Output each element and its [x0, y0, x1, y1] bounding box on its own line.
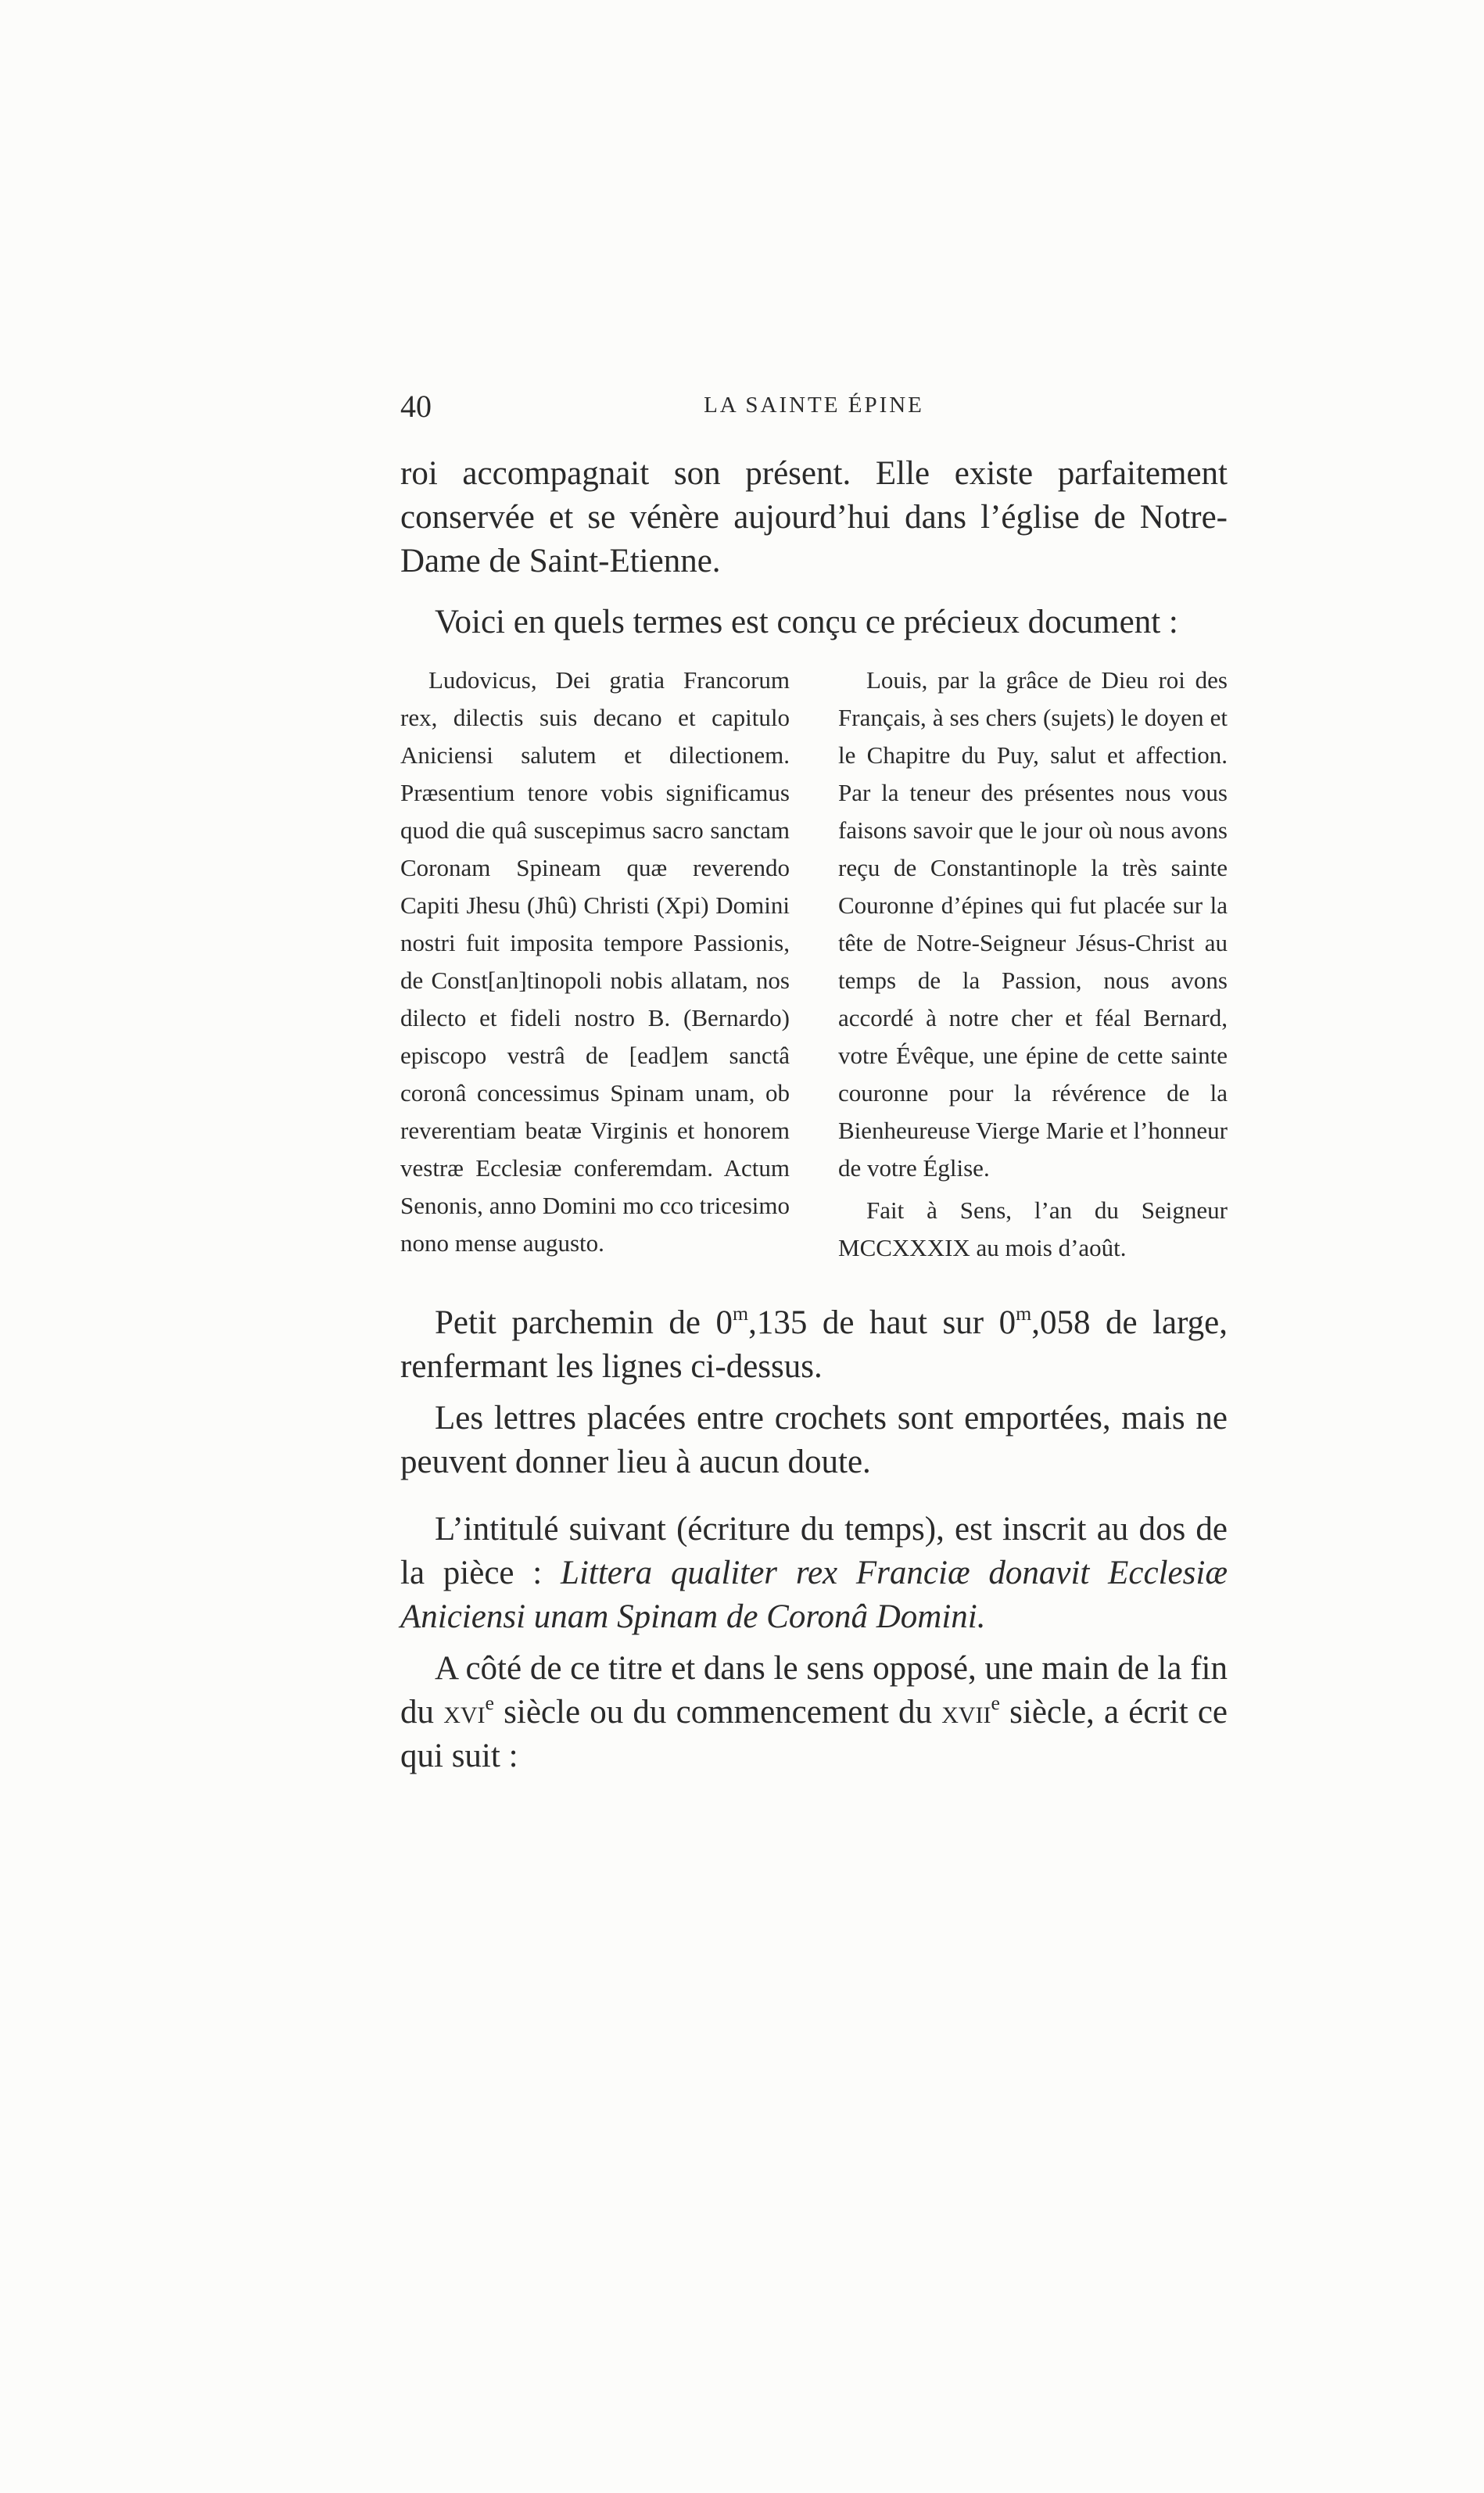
page-header [400, 388, 1228, 435]
intitule-paragraph [400, 1508, 1228, 1639]
intro-paragraph: roi accompagnait son présent. Elle existe parfaitement conservée et se vénère aujourd’hui dans l’église de Notre-Dame de Saint-Etienne. [400, 455, 1228, 579]
a-cote-text-2: siècle ou du commencement du [493, 1694, 942, 1731]
page-body [400, 452, 1228, 1778]
parchemin-paragraph [400, 1301, 1228, 1389]
latin-text: Ludovicus, Dei gratia Francorum rex, dilectis suis decano et capitulo Aniciensi salutem et dilectionem. Præsentium tenore vobis significamus quod die quâ suscepimus sacro sanctam Coronam Spineam quæ reverendo Capiti Jhesu (Jhû) Christi (Xpi) Domini nostri fuit imposita tempore Passionis, de Const[an]tinopoli nobis allatam, nos dilecto et fideli nostro B. (Bernardo) episcopo vestrâ de [ead]em sanctâ coronâ concessimus Spinam unam, ob reverentiam beatæ Virginis et honorem vestræ Ecclesiæ conferemdam. Actum Senonis, anno Domini mo cco tricesimo nono mense augusto. [400, 666, 790, 1257]
parchemin-text-c: ,058 de large, renfermant les lignes ci-dessus. [400, 1304, 1228, 1385]
parchemin-sup-2: m [1016, 1302, 1032, 1325]
running-title: LA SAINTE ÉPINE [704, 393, 924, 418]
century-xvii-sup: e [991, 1691, 1000, 1715]
french-paragraph-1: Louis, par la grâce de Dieu roi des Français, à ses chers (sujets) le doyen et le Chapitre du Puy, salut et affection. Par la teneur des présentes nous vous faisons savoir que le jour où nous avons reçu de Constantinople la très sainte Couronne d’épines qui fut placée sur la tête de Notre-Seigneur Jésus-Christ au temps de la Passion, nous avons accordé à notre cher et féal Bernard, votre Évêque, une épine de cette sainte couronne pour la révérence de la Bienheureuse Vierge Marie et l’honneur de votre Église. [838, 666, 1228, 1182]
parchemin-sup-1: m [732, 1302, 749, 1325]
century-xvi: xvi [443, 1694, 486, 1731]
a-cote-text-1: A côté de ce titre et dans le sens opposé, une main de la fin du [400, 1650, 1228, 1731]
french-paragraph-2: Fait à Sens, l’an du Seigneur MCCXXXIX au mois d’août. [838, 1196, 1228, 1261]
latin-column [400, 662, 790, 1267]
french-column [838, 662, 1228, 1267]
a-cote-paragraph [400, 1647, 1228, 1778]
page-number: 40 [400, 389, 432, 424]
lettres-paragraph: Les lettres placées entre crochets sont emportées, mais ne peuvent donner lieu à aucun doute. [400, 1400, 1228, 1480]
intitule-text: L’intitulé suivant (écriture du temps), est inscrit au dos de la pièce : [400, 1511, 1228, 1591]
parchemin-text-b: ,135 de haut sur 0 [748, 1304, 1016, 1341]
voici-paragraph: Voici en quels termes est conçu ce précieux document : [435, 604, 1178, 640]
century-xvi-sup: e [485, 1691, 494, 1715]
a-cote-text-3: siècle, a écrit ce qui suit : [400, 1694, 1228, 1774]
parchemin-text-a: Petit parchemin de 0 [435, 1304, 733, 1341]
document-columns [400, 662, 1228, 1267]
century-xvii: xvii [941, 1694, 991, 1731]
intitule-italic-title: Littera qualiter rex Franciæ donavit Ecclesiæ Aniciensi unam Spinam de Coronâ Domini. [400, 1555, 1228, 1635]
